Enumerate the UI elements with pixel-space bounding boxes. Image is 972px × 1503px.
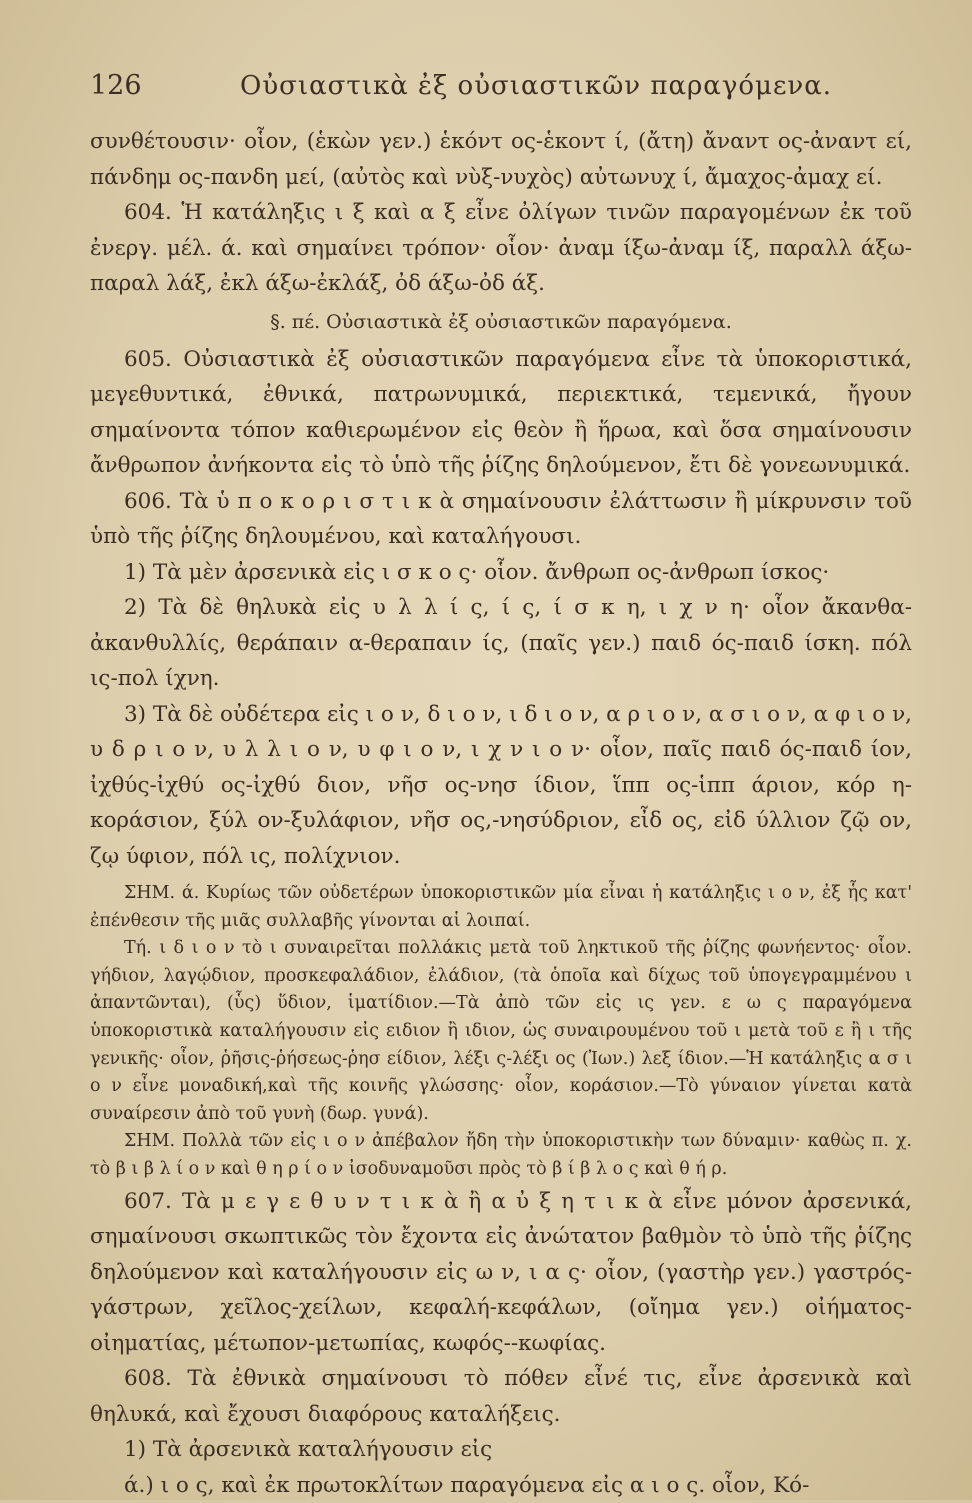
paragraph-608: 608. Τὰ ἐθνικὰ σημαίνουσι τὸ πόθεν εἶνέ τις, εἶνε ἀρσενικὰ καὶ θηλυκά, καὶ ἔχουσι διαφόρους καταλήξεις.	[90, 1366, 912, 1427]
paragraph-606-item-2: 2) Τὰ δὲ θηλυκὰ εἰς υ λ λ ί ς, ί ς, ί σ κ η, ι χ ν η· οἷον ἄκανθα-ἀκανθυλλίς, θεράπαιν α-θεραπαιν ίς, (παῖς γεν.) παιδ ός-παιδ ίσκη. πόλ ις-πολ ίχνη.	[90, 595, 912, 691]
page-header	[90, 70, 912, 110]
paragraph-607: 607. Τὰ μ ε γ ε θ υ ν τ ι κ ὰ ἢ α ὐ ξ η τ ι κ ὰ εἶνε μόνον ἀρσενικά, σημαίνουσι σκωπτικῶς τὸν ἔχοντα εἰς ἀνώτατον βαθμὸν τὸ ὑπὸ τῆς ῥίζης δηλούμενον καὶ καταλήγουσιν εἰς ω ν, ι α ς· οἷον, (γαστὴρ γεν.) γαστρός-γάστρων, χεῖλος-χείλων, κεφαλή-κεφάλων, (οἴημα γεν.) οἰήματος-οἰηματίας, μέτωπον-μετωπίας, κωφός--κωφίας.	[90, 1188, 912, 1356]
section-heading: §. πέ. Οὐσιαστικὰ ἐξ οὐσιαστικῶν παραγόμενα.	[270, 310, 732, 333]
paragraph-604: 604. Ἡ κατάληξις ι ξ καὶ α ξ εἶνε ὀλίγων τινῶν παραγομένων ἐκ τοῦ ἐνεργ. μέλ. ά. καὶ σημαίνει τρόπον· οἷον· ἀναμ ίξω-ἀναμ ίξ, παραλλ άξω-παραλ λάξ, ἐκλ άξω-ἐκλάξ, ὀδ άξω-ὀδ άξ.	[90, 200, 912, 296]
paragraph-606: 606. Τὰ ὑ π ο κ ο ρ ι σ τ ι κ ὰ σημαίνουσιν ἐλάττωσιν ἢ μίκρυνσιν τοῦ ὑπὸ τῆς ῥίζης δηλουμένου, καὶ καταλήγουσι.	[90, 488, 912, 549]
paragraph-intro: συνθέτουσιν· οἷον, (ἑκὼν γεν.) ἑκόντ ος-ἑκοντ ί, (ἄτη) ἄναντ ος-ἀναντ εί, πάνδημ ος-πανδη μεί, (αὐτὸς καὶ νὺξ-νυχὸς) αὐτωνυχ ί, ἄμαχος-ἀμαχ εί.	[90, 129, 912, 190]
page-number: 126	[90, 70, 142, 101]
note-2: Τή. ι δ ι ο ν τὸ ι συναιρεῖται πολλάκις μετὰ τοῦ ληκτικοῦ τῆς ῥίζης φωνήεντος· οἷον. γήδιον, λαγῴδιον, προσκεφαλάδιον, ἐλάδιον, (τὰ ὁποῖα καὶ δίχως τοῦ ὑπογεγραμμένου ι ἀπαντῶνται), (ὗς) ὕδιον, ἱματίδιον.—Τὰ ἀπὸ τῶν εἰς ις γεν. ε ω ς παραγόμενα ὑποκοριστικὰ καταλήγουσιν εἰς ειδιον ἢ ιδιον, ὡς συναιρουμένου τοῦ ι μετὰ τοῦ ε ἢ ι τῆς γενικῆς· οἷον, ῥῆσις-ῥήσεως-ῥησ είδιον, λέξι ς-λέξι ος (Ἰων.) λεξ ίδιον.—Ἡ κατάληξις α σ ι ο ν εἶνε μοναδική,καὶ τῆς κοινῆς γλώσσης· οἷον, κοράσιον.—Τὸ γύναιον γίνεται κατὰ συναίρεσιν ἀπὸ τοῦ γυνὴ (δωρ. γυνά).	[90, 938, 912, 1124]
note-3: ΣΗΜ. Πολλὰ τῶν εἰς ι ο ν ἀπέβαλον ἤδη τὴν ὑποκοριστικὴν των δύναμιν· καθὼς π. χ. τὸ β ι β λ ί ο ν καὶ θ η ρ ί ο ν ἰσοδυναμοῦσι πρὸς τὸ β ί β λ ο ς καὶ θ ή ρ.	[90, 1131, 912, 1179]
running-title: Οὐσιαστικὰ ἐξ οὐσιαστικῶν παραγόμενα.	[240, 71, 833, 101]
note-1: ΣΗΜ. ά. Κυρίως τῶν οὐδετέρων ὑποκοριστικῶν μία εἶναι ἡ κατάληξις ι ο ν, ἐξ ἧς κατ' ἐπένθεσιν τῆς μιᾶς συλλαβῆς γίνονται αἱ λοιπαί.	[90, 883, 912, 931]
paragraph-606-item-3: 3) Τὰ δὲ οὐδέτερα εἰς ι ο ν, δ ι ο ν, ι δ ι ο ν, α ρ ι ο ν, α σ ι ο ν, α φ ι ο ν, υ δ ρ ι ο ν, υ λ λ ι ο ν, υ φ ι ο ν, ι χ ν ι ο ν· οἷον, παῖς παιδ ός-παιδ ίον, ἰχθύς-ἰχθύ ος-ἰχθύ διον, νῆσ ος-νησ ίδιον, ἵππ ος-ἱππ άριον, κόρ η-κοράσιον, ξύλ ον-ξυλάφιον, νῆσ ος,-νησύδριον, εἶδ ος, εἰδ ύλλιον ζῷ ον, ζῳ ύφιον, πόλ ις, πολίχνιον.	[90, 701, 912, 869]
paragraph-606-item-1: 1) Τὰ μὲν ἀρσενικὰ εἰς ι σ κ ο ς· οἷον. ἄνθρωπ ος-ἀνθρωπ ίσκος·	[124, 559, 830, 585]
paragraph-608-item-a: ά.) ι ο ς, καὶ ἐκ πρωτοκλίτων παραγόμενα εἰς α ι ο ς. οἷον, Κό-	[124, 1472, 810, 1498]
paragraph-608-item-1: 1) Τὰ ἀρσενικὰ καταλήγουσιν εἰς	[124, 1437, 493, 1463]
paragraph-605: 605. Οὐσιαστικὰ ἐξ οὐσιαστικῶν παραγόμενα εἶνε τὰ ὑποκοριστικά, μεγεθυντικά, ἐθνικά, πατρωνυμικά, περιεκτικά, τεμενικά, ἤγουν σημαίνοντα τόπον καθιερωμένον εἰς θεὸν ἢ ἥρωα, καὶ ὅσα σημαίνουσιν ἄνθρωπον ἀνήκοντα εἰς τὸ ὑπὸ τῆς ῥίζης δηλούμενον, ἔτι δὲ γονεωνυμικά.	[90, 346, 912, 478]
